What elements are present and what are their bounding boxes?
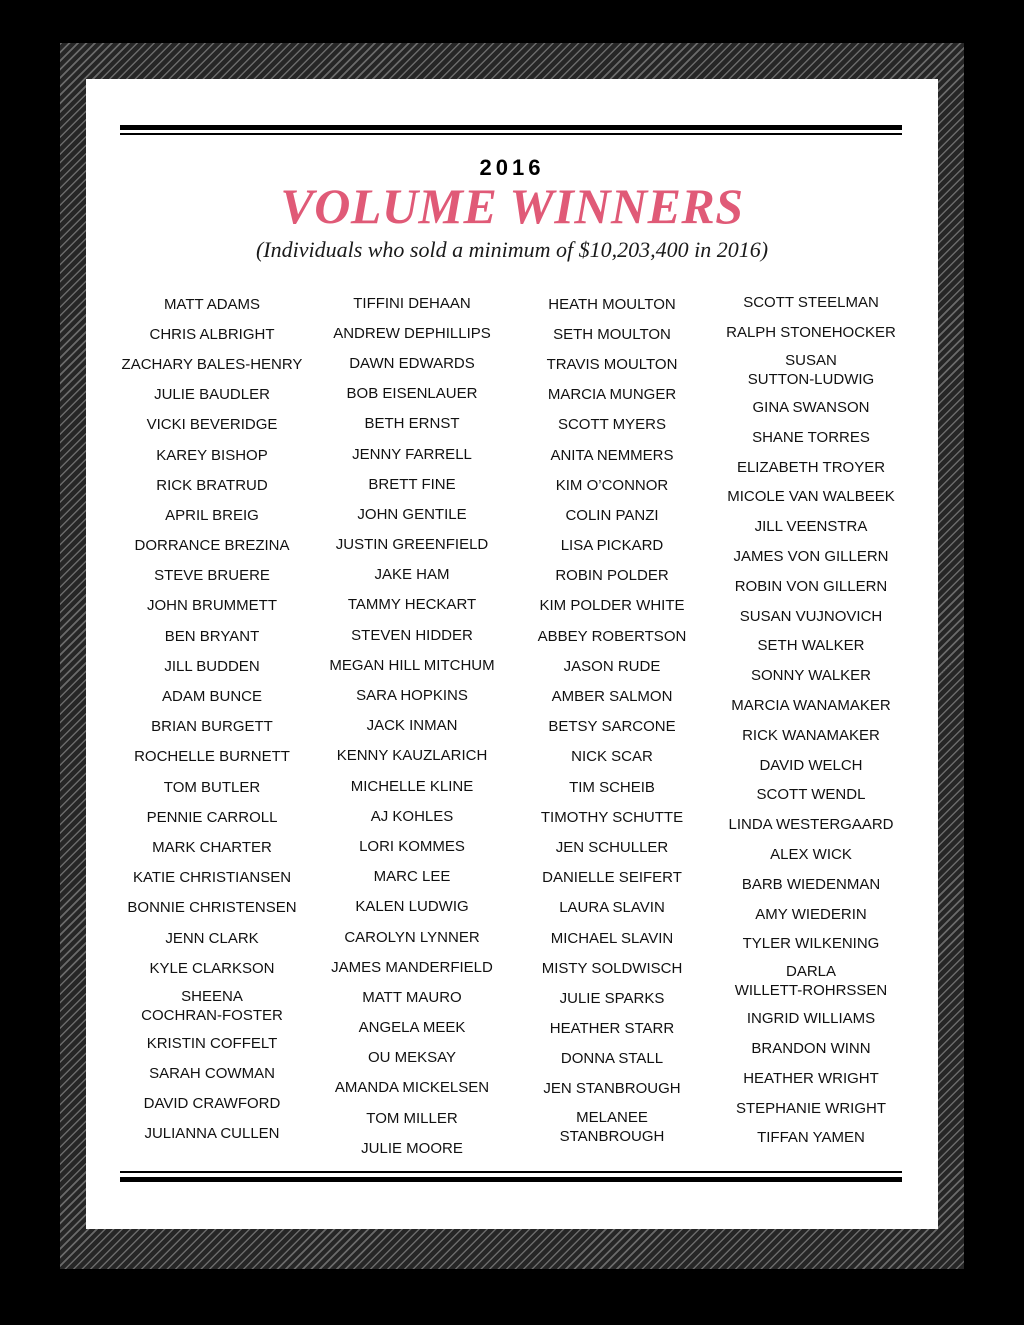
- winner-name: VICKI BEVERIDGE: [146, 416, 278, 434]
- top-rule-thin: [120, 133, 902, 135]
- winner-name: KRISTIN COFFELT: [146, 1034, 278, 1052]
- winner-name: MATT ADAMS: [163, 295, 261, 313]
- year-heading: 2016: [479, 155, 545, 180]
- names-column-2: [312, 288, 512, 1163]
- winner-name: JENN CLARK: [165, 929, 259, 947]
- winner-name: CAROLYN LYNNER: [344, 928, 480, 946]
- winner-name: KATIE CHRISTIANSEN: [132, 869, 292, 887]
- winner-name: MICHELLE KLINE: [350, 777, 474, 795]
- winner-name: ELIZABETH TROYER: [736, 458, 886, 476]
- winner-name: JACK INMAN: [366, 717, 458, 735]
- names-column-3: [512, 289, 712, 1149]
- winner-name: TIM SCHEIB: [569, 778, 655, 796]
- winner-name: DAVID CRAWFORD: [143, 1095, 281, 1113]
- winner-name: JAMES VON GILLERN: [733, 547, 889, 565]
- winner-name: LORI KOMMES: [359, 837, 465, 855]
- winner-name: DORRANCE BREZINA: [134, 537, 290, 555]
- top-rule-thick: [120, 125, 902, 130]
- winner-name: SHANE TORRES: [752, 428, 870, 446]
- winner-name: NICK SCAR: [571, 748, 653, 766]
- winner-name: ADAM BUNCE: [161, 688, 262, 706]
- winner-name: SUSAN SUTTON-LUDWIG: [747, 352, 875, 389]
- winner-name: JEN STANBROUGH: [543, 1080, 681, 1098]
- winner-name: JULIE BAUDLER: [154, 386, 270, 404]
- winner-name: CHRIS ALBRIGHT: [149, 325, 275, 343]
- winner-name: OU MEKSAY: [367, 1049, 457, 1067]
- page-subtitle: (Individuals who sold a minimum of $10,203,400 in 2016): [255, 237, 769, 262]
- winner-name: SETH MOULTON: [553, 325, 671, 343]
- winner-name: TIFFAN YAMEN: [757, 1129, 865, 1147]
- winner-name: JAKE HAM: [374, 566, 450, 584]
- winner-name: BRANDON WINN: [751, 1039, 871, 1057]
- winner-name: BETSY SARCONE: [548, 718, 676, 736]
- winner-name: KIM POLDER WHITE: [539, 597, 685, 615]
- winner-name: STEVEN HIDDER: [351, 626, 473, 644]
- bottom-rule-thin: [120, 1171, 902, 1173]
- winner-name: KALEN LUDWIG: [355, 898, 469, 916]
- winner-name: BRETT FINE: [368, 475, 456, 493]
- winner-name: KAREY BISHOP: [156, 446, 268, 464]
- winner-name: AJ KOHLES: [370, 807, 454, 825]
- winner-name: TOM MILLER: [366, 1109, 458, 1127]
- winner-name: TAMMY HECKART: [347, 596, 477, 614]
- winner-name: MARC LEE: [373, 868, 451, 886]
- winner-name: GINA SWANSON: [752, 398, 870, 416]
- winner-name: ALEX WICK: [770, 845, 852, 863]
- winner-name: MISTY SOLDWISCH: [541, 959, 683, 977]
- winner-name: ANGELA MEEK: [358, 1019, 466, 1037]
- winner-name: HEATHER STARR: [549, 1020, 675, 1038]
- winner-name: AMANDA MICKELSEN: [334, 1079, 490, 1097]
- winner-name: BONNIE CHRISTENSEN: [127, 899, 297, 917]
- winner-name: LAURA SLAVIN: [559, 899, 665, 917]
- winner-name: DAWN EDWARDS: [349, 354, 475, 372]
- winner-name: PENNIE CARROLL: [146, 808, 278, 826]
- winner-name: SUSAN VUJNOVICH: [739, 607, 883, 625]
- winner-name: HEATH MOULTON: [548, 295, 676, 313]
- winner-name: SARAH COWMAN: [149, 1065, 275, 1083]
- names-column-1: [112, 289, 312, 1149]
- winner-name: JOHN BRUMMETT: [147, 597, 277, 615]
- winner-name: TYLER WILKENING: [742, 935, 880, 953]
- winner-name: JILL BUDDEN: [164, 657, 260, 675]
- winner-name: AMBER SALMON: [551, 688, 673, 706]
- winner-name: KENNY KAUZLARICH: [336, 747, 488, 765]
- winner-name: JILL VEENSTRA: [754, 518, 868, 536]
- winner-name: TOM BUTLER: [163, 778, 261, 796]
- winner-name: TIMOTHY SCHUTTE: [540, 808, 684, 826]
- winner-name: MICOLE VAN WALBEEK: [727, 488, 895, 506]
- winner-name: JOHN GENTILE: [357, 505, 467, 523]
- winner-name: DARLA WILLETT-ROHRSSEN: [734, 963, 888, 1000]
- winner-name: JULIE SPARKS: [559, 989, 665, 1007]
- winner-name: JUSTIN GREENFIELD: [335, 536, 489, 554]
- winner-name: COLIN PANZI: [565, 506, 659, 524]
- winner-name: MARCIA WANAMAKER: [731, 696, 891, 714]
- winner-name: RALPH STONEHOCKER: [726, 324, 896, 342]
- winner-name: ROCHELLE BURNETT: [134, 748, 290, 766]
- winner-name: JULIANNA CULLEN: [144, 1125, 280, 1143]
- winner-name: JEN SCHULLER: [555, 838, 669, 856]
- winner-name: JAMES MANDERFIELD: [331, 958, 493, 976]
- winner-name: DONNA STALL: [560, 1050, 664, 1068]
- winner-name: MICHAEL SLAVIN: [550, 929, 674, 947]
- winner-name: ZACHARY BALES-HENRY: [121, 355, 303, 373]
- winner-name: MARCIA MUNGER: [547, 386, 677, 404]
- winners-page: [86, 79, 938, 1229]
- winner-name: JASON RUDE: [563, 657, 661, 675]
- winner-name: RICK BRATRUD: [156, 476, 268, 494]
- winner-name: LISA PICKARD: [560, 537, 664, 555]
- winner-name: HEATHER WRIGHT: [743, 1069, 879, 1087]
- winner-name: DAVID WELCH: [759, 756, 863, 774]
- winner-name: SHEENA COCHRAN-FOSTER: [141, 987, 283, 1024]
- winner-name: SARA HOPKINS: [356, 687, 468, 705]
- winner-name: KIM O’CONNOR: [555, 476, 669, 494]
- winner-name: MATT MAURO: [362, 988, 462, 1006]
- winner-name: BETH ERNST: [364, 415, 460, 433]
- page-title: VOLUME WINNERS: [280, 178, 744, 234]
- winner-name: BARB WIEDENMAN: [741, 875, 881, 893]
- winner-name: MELANEE STANBROUGH: [559, 1108, 665, 1145]
- winner-name: SCOTT WENDL: [756, 786, 866, 804]
- winner-name: STEPHANIE WRIGHT: [735, 1099, 886, 1117]
- winner-name: KYLE CLARKSON: [149, 959, 275, 977]
- winner-name: APRIL BREIG: [165, 506, 259, 524]
- winner-name: TIFFINI DEHAAN: [353, 294, 471, 312]
- winner-name: JULIE MOORE: [361, 1139, 463, 1157]
- winner-name: SETH WALKER: [757, 637, 865, 655]
- winner-name: BRIAN BURGETT: [151, 718, 273, 736]
- winner-name: LINDA WESTERGAARD: [728, 816, 894, 834]
- winner-name: SONNY WALKER: [750, 667, 872, 685]
- winner-name: MARK CHARTER: [152, 838, 272, 856]
- winner-name: ANDREW DEPHILLIPS: [333, 324, 491, 342]
- winner-name: ABBEY ROBERTSON: [537, 627, 687, 645]
- winner-name: BEN BRYANT: [164, 627, 260, 645]
- winner-name: MEGAN HILL MITCHUM: [329, 656, 495, 674]
- bottom-rule-thick: [120, 1177, 902, 1182]
- winner-name: TRAVIS MOULTON: [546, 355, 678, 373]
- winner-name: DANIELLE SEIFERT: [542, 869, 682, 887]
- winner-name: RICK WANAMAKER: [742, 726, 880, 744]
- winner-name: BOB EISENLAUER: [346, 385, 478, 403]
- winner-name: SCOTT MYERS: [557, 416, 667, 434]
- winner-name: ROBIN POLDER: [555, 567, 669, 585]
- winner-name: JENNY FARRELL: [352, 445, 472, 463]
- winner-name: INGRID WILLIAMS: [746, 1010, 876, 1028]
- winner-name: SCOTT STEELMAN: [743, 294, 879, 312]
- winner-name: STEVE BRUERE: [154, 567, 270, 585]
- winner-name: ANITA NEMMERS: [550, 446, 674, 464]
- winner-name: ROBIN VON GILLERN: [734, 577, 888, 595]
- names-column-4: [711, 288, 911, 1153]
- winner-name: AMY WIEDERIN: [755, 905, 867, 923]
